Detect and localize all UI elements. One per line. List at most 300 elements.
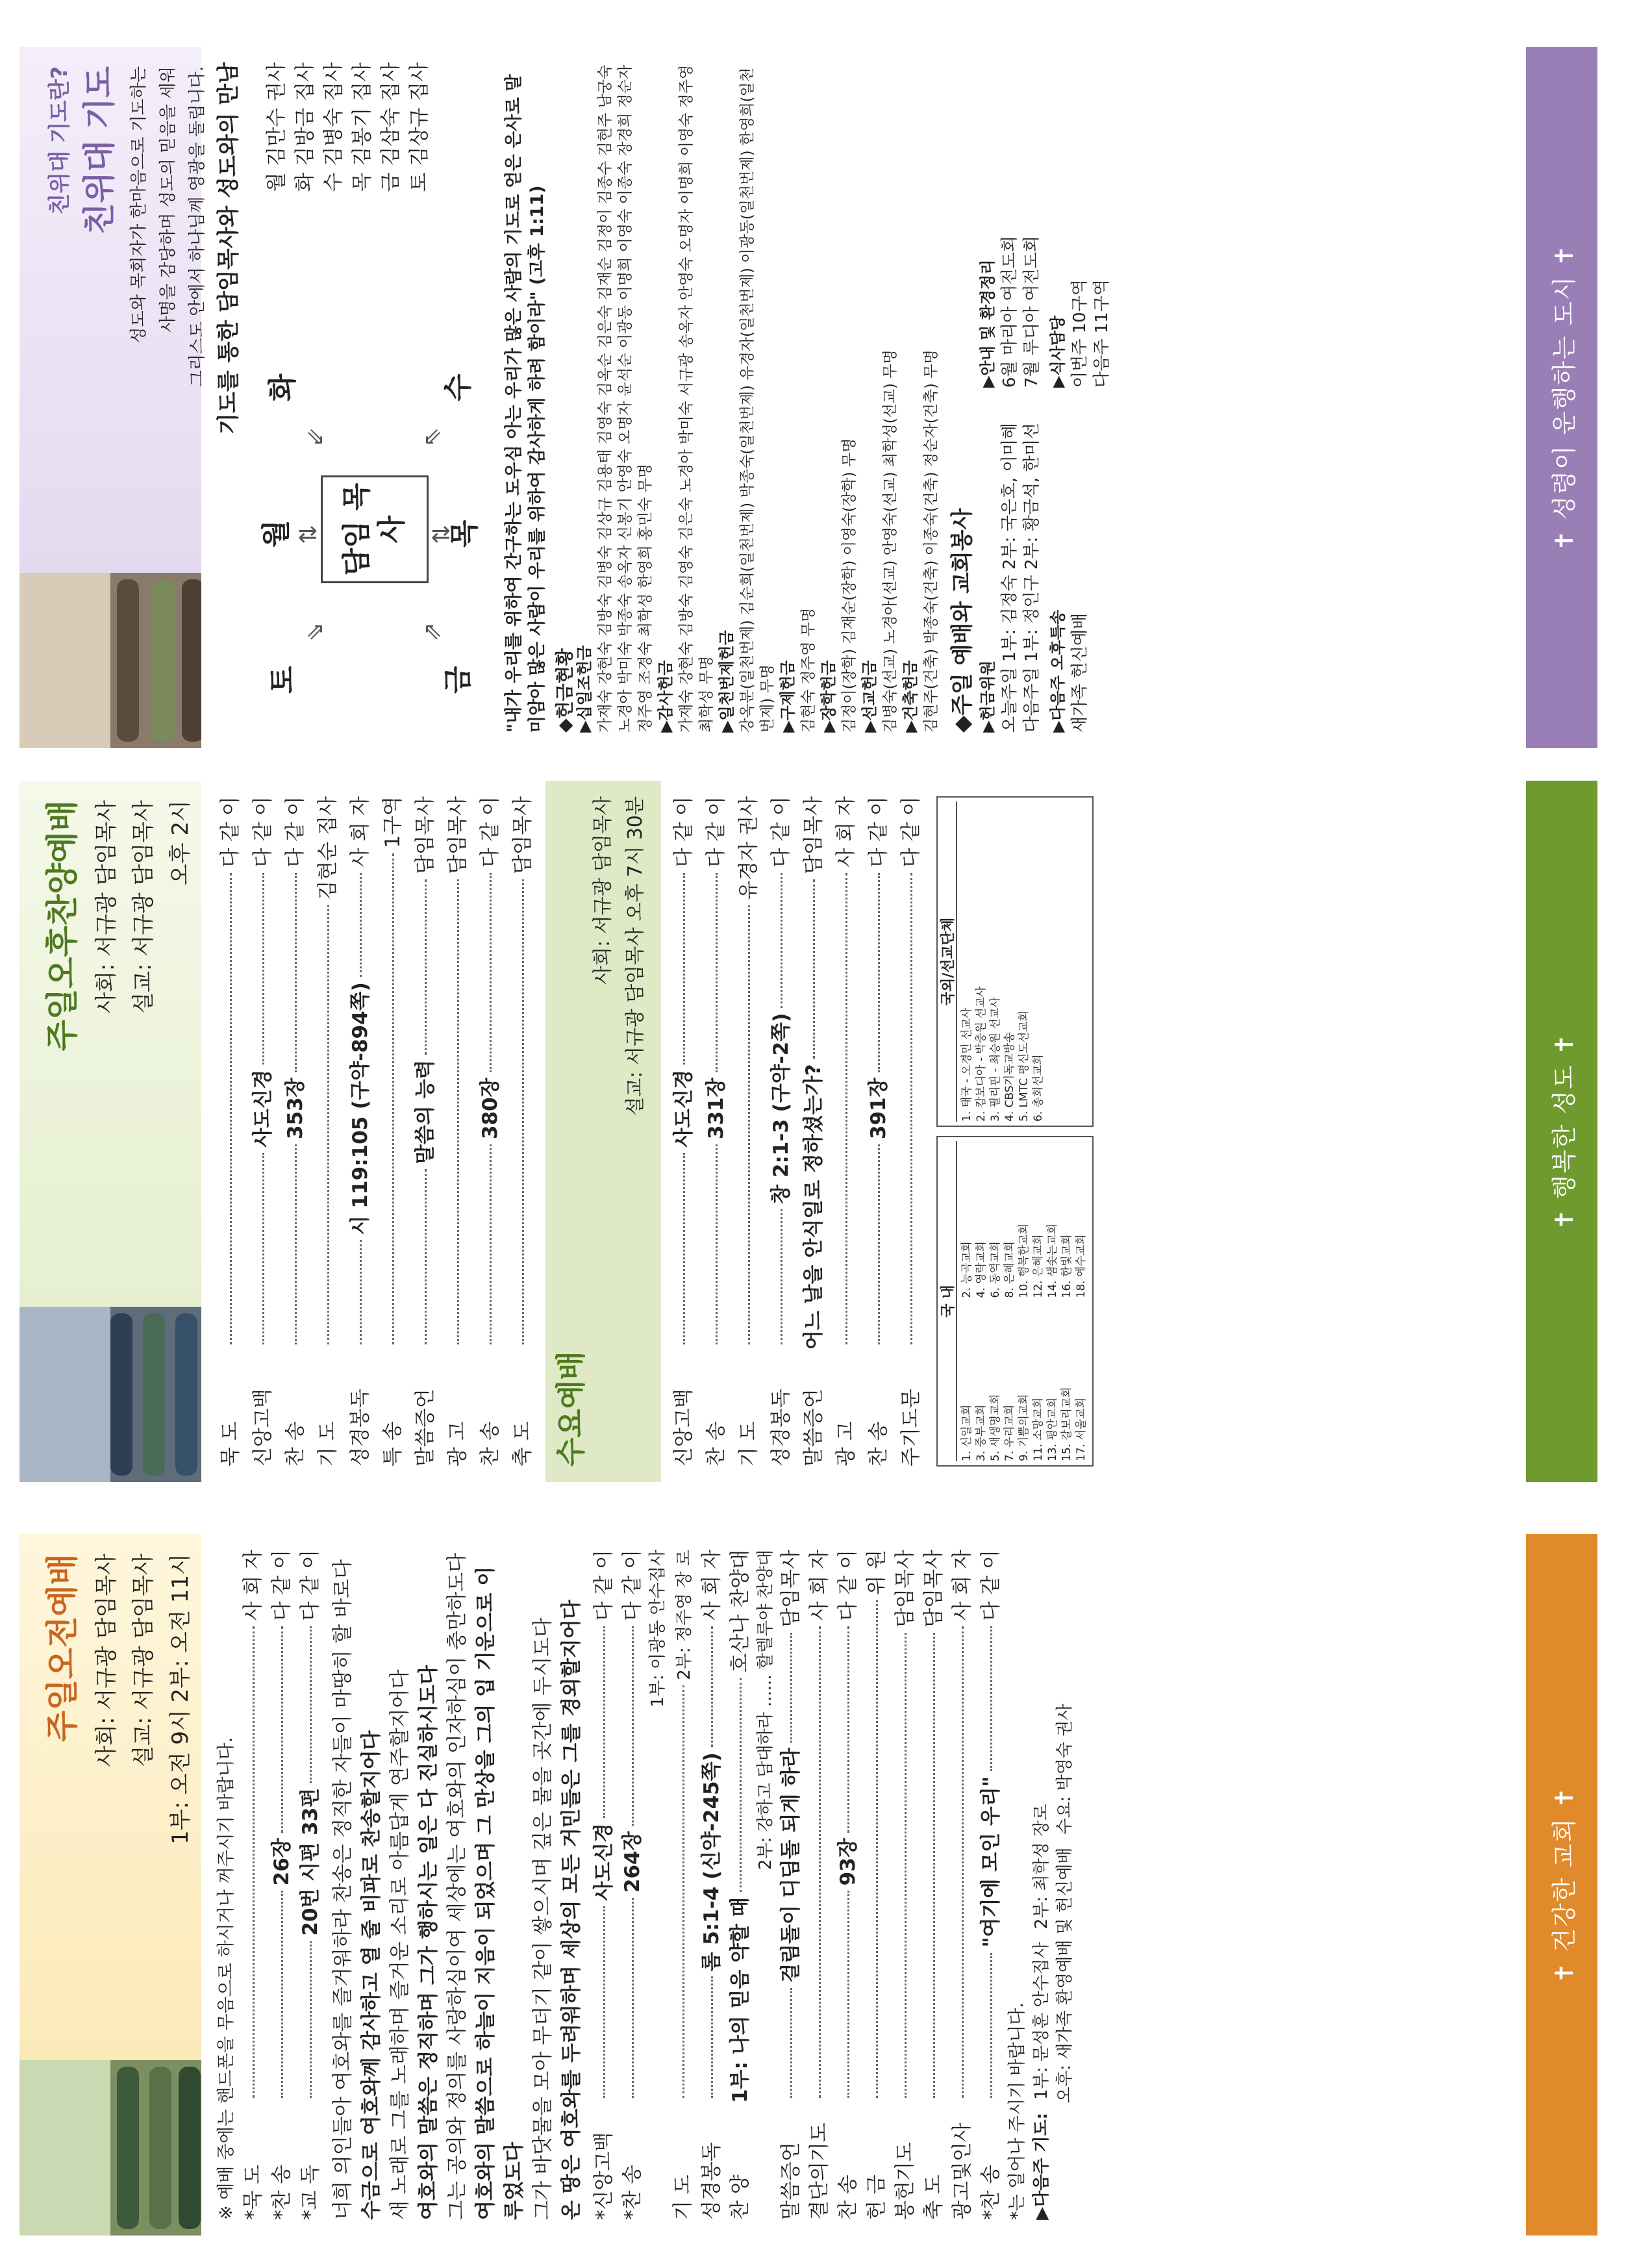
order-item: [442, 796, 474, 1467]
roster-name: 김병숙 집사: [322, 62, 345, 166]
order-leader: 다 같 이: [592, 1550, 616, 1621]
order-label: 봉헌기도: [894, 2142, 917, 2220]
roster-day: 토: [408, 172, 431, 192]
order-item: [344, 796, 377, 1467]
leader-dots: [877, 873, 880, 1073]
leader-dots: [294, 873, 297, 1073]
panel-footer: ✝ 성령이 운행하는 도시 ✝: [1526, 47, 1597, 748]
day-tue: 화: [266, 373, 299, 401]
arrow-icon: ⇅: [429, 524, 455, 544]
prayer-leader: 1부: 이광동 안수집사: [648, 1550, 668, 1707]
order-of-worship: [214, 1550, 1077, 2220]
leader-dots: [359, 873, 362, 977]
leader-dots: [603, 1906, 605, 2098]
order-label: 찬 송: [705, 1421, 728, 1467]
order-leader: 사 회 자: [700, 1550, 723, 1621]
leader-dots: [252, 1626, 255, 2098]
order-label: 광고및인사: [951, 2123, 974, 2220]
mission-item: 3. 중부교회: [975, 1404, 988, 1461]
order-content: 롬 5:1-4 (신약-245쪽): [700, 1752, 723, 1972]
offering-names: 강옥분(일천번제) 김순희(일천번제) 박종숙(일천번제) 유경자(일천번제) 이광동(일천번제) 한영희(일천번제) 무명: [739, 68, 776, 733]
order-item: [977, 1550, 1005, 2220]
next-prayer-item: 오후: 새가족 환영예배 및 헌신예배: [1055, 1847, 1075, 2103]
panel-afternoon-service: [19, 781, 1597, 1482]
mission-item: 6. 동역교회: [989, 1241, 1002, 1298]
order-item: [805, 1550, 834, 2220]
order-item: [797, 796, 830, 1467]
leader-dots: [990, 1953, 992, 2098]
mission-foreign-title: 국외/선교단체: [942, 801, 957, 1122]
leader-dots: [309, 1626, 312, 1783]
leader-dots: [790, 1988, 792, 2098]
order-content: 380장: [479, 1077, 502, 1140]
pastor-diagram: [256, 330, 490, 733]
order-label: 성경봉독: [700, 2142, 723, 2220]
psalm-line: 그가 바닷물을 모아 무더기 같이 쌓으시며 깊은 물을 곳간에 두시도다: [531, 1617, 555, 2220]
order-label: 광 고: [446, 1421, 469, 1467]
order-label: 찬 양: [729, 2174, 752, 2220]
roster-name: 김만수 권사: [265, 62, 288, 166]
day-mon: 월: [260, 520, 293, 548]
offering-title: ◆헌금현황: [554, 648, 575, 733]
order-leader: 호산나 찬양대: [729, 1550, 752, 1673]
leader-dots: [812, 879, 815, 1059]
leader-dots: [521, 879, 524, 1344]
roster-row: [377, 62, 405, 192]
leader-dots: [682, 1685, 684, 2098]
duty-row: 새가족 헌신예배: [1070, 612, 1090, 733]
mission-foreign: [936, 796, 1094, 1127]
order-content: 말씀의 능력: [414, 1059, 437, 1165]
wednesday-service-header: [545, 781, 661, 1482]
offering-category: ▶선교헌금: [860, 660, 879, 733]
leader-dots: [489, 1144, 492, 1344]
panel-morning-service: [19, 1534, 1597, 2236]
offering-category: ▶건축헌금: [901, 660, 920, 733]
order-leader: 담임목사: [779, 1550, 803, 1628]
header-line: 사회: 서규광 담임목사: [94, 1554, 119, 1767]
panel-guard-prayer: [19, 47, 1597, 748]
order-content: 331장: [705, 1077, 728, 1140]
order-item: [777, 1550, 805, 2220]
order-content: 어느 날을 안식일로 정하셨는가?: [802, 1064, 825, 1350]
offering-group: [575, 62, 656, 733]
order-leader: 다 같 이: [621, 1549, 644, 1621]
duty-row: 오늘주일 1부: 김정숙 2부: 국은호, 이미혜: [1000, 423, 1020, 733]
leader-dots: [847, 1891, 849, 2098]
duty-category: ▶헌금위원: [979, 660, 997, 733]
order-label: 광 고: [834, 1421, 858, 1467]
duty-row: 7월 루디아 여전도회: [1022, 236, 1042, 388]
roster-name: 김봉기 집사: [351, 62, 374, 166]
order-label: 찬 송: [479, 1421, 502, 1467]
psalm-reading: [329, 1550, 586, 2220]
order-label: 성경봉독: [349, 1389, 372, 1467]
mission-item: 8. 은혜교회: [1003, 1241, 1016, 1298]
offering-names: 김현숙 정주영 무명: [800, 607, 817, 733]
order-item: [669, 1550, 697, 2220]
order-content: 93장: [836, 1838, 860, 1886]
mission-item: 16. 한빛교회: [1060, 1234, 1073, 1298]
afternoon-service-header: [19, 781, 201, 1307]
order-item: [214, 796, 247, 1467]
order-item: [895, 796, 927, 1467]
offering-names: 김병숙(선교) 노경아(선교) 안영숙(선교) 최학성(선교) 무명: [882, 349, 899, 733]
duty-group: [977, 407, 1043, 733]
order-leader: 사 회 자: [349, 796, 372, 868]
offering-report: [555, 62, 942, 733]
order-item: [862, 796, 895, 1467]
duty-group: [1047, 407, 1113, 733]
order-leader: 김현순 집사: [316, 796, 340, 900]
offering-names: 가재숙 강현숙 김방숙 김영숙 김은숙 노경아 박미숙 서규광 송옥자 안영숙 오명자 이명희 이영숙 정주영 최학성 무명: [678, 64, 715, 733]
offering-group: [860, 62, 901, 733]
header-line: 사회: 서규광 담임목사: [94, 800, 119, 1014]
order-item: [507, 796, 539, 1467]
order-item: [726, 1550, 755, 2220]
order-item: [668, 796, 700, 1467]
roster-day: 금: [379, 172, 403, 192]
duty-group: [1047, 62, 1113, 388]
mission-table: [936, 796, 1094, 1467]
leader-dots: [710, 1976, 713, 2098]
mission-item: 4. 영락교회: [975, 1241, 988, 1298]
order-item: [377, 796, 409, 1467]
duty-row: 이번주 10구역: [1070, 279, 1090, 388]
offering-category: ▶장학헌금: [820, 660, 838, 733]
order-leader: 담임목사: [894, 1550, 917, 1628]
leader-dots: [845, 873, 847, 1344]
order-content: 26장: [270, 1838, 294, 1886]
order-content: 20번 시편 33편: [299, 1787, 322, 1936]
day-fri: 금: [442, 666, 475, 694]
order-label: 성경봉독: [770, 1389, 793, 1467]
order-leader: 다 같 이: [299, 1549, 322, 1621]
next-prayer-item: 2부: 최학성 장로: [1032, 1804, 1051, 1930]
order-leader: 다 같 이: [836, 1549, 860, 1621]
order-label: *찬 송: [270, 2164, 294, 2220]
order-label: 신앙고백: [672, 1389, 695, 1467]
offering-category: ▶구제헌금: [779, 660, 797, 733]
order-label: 말씀증언: [414, 1389, 437, 1467]
stand-notice: *는 일어나 주시기 바랍니다.: [1007, 2002, 1027, 2220]
mission-item: 17. 서울교회: [1075, 1397, 1088, 1461]
order-item: [948, 1550, 977, 2220]
service-duty-title: ◆주일 예배와 교회봉사: [949, 508, 975, 733]
order-leader: 다 같 이: [251, 796, 275, 868]
order-label: *묵 도: [242, 2164, 265, 2220]
leader-dots: [424, 1169, 427, 1344]
leader-dots: [603, 1626, 605, 1818]
order-content: 353장: [284, 1077, 307, 1140]
roster-row: [291, 62, 319, 192]
roster-name: 김방금 집사: [294, 62, 317, 166]
order-item: [700, 796, 732, 1467]
leader-dots: [780, 873, 782, 1008]
leader-dots: [281, 1626, 283, 1833]
roster-day: 월: [265, 172, 288, 192]
order-item: [732, 796, 765, 1467]
leader-dots: [294, 1144, 297, 1344]
guard-prayer-subtitle: 기도를 통한 담임목사와 성도와의 만남: [216, 62, 242, 435]
service-duty-grid: [977, 62, 1113, 733]
leader-dots: [904, 1633, 907, 2098]
leader-dots: [262, 1153, 264, 1344]
order-content: 걸림돌이 디딤돌 되게 하라: [779, 1748, 803, 1983]
order-item: [920, 1550, 948, 2220]
prayer-leader: 2부: 정주영 장 로: [675, 1550, 694, 1680]
order-item: [765, 796, 797, 1467]
order-content: 391장: [867, 1077, 890, 1140]
leader-dots: [875, 1600, 878, 2098]
leader-dots: [359, 1240, 362, 1344]
mission-item: 18. 예수교회: [1075, 1234, 1088, 1298]
arrow-icon: ⇙: [302, 427, 329, 447]
offering-category: ▶일천번제헌금: [718, 630, 736, 733]
duty-category: ▶다음주 오후특송: [1049, 609, 1067, 733]
offering-category: ▶감사헌금: [657, 660, 675, 733]
psalm-line: 여호와의 말씀으로 하늘이 지음이 되었으며 그 만상을 그의 입 기운으로 이루었도다: [474, 1566, 526, 2220]
order-label: 찬 송: [867, 1421, 890, 1467]
leader-dots: [682, 873, 685, 1065]
leader-dots: [281, 1891, 283, 2098]
guard-prayer-title: 친위대 기도: [81, 66, 118, 234]
order-item: [409, 796, 442, 1467]
mission-item: 2. 능곡교회: [960, 1241, 973, 1298]
mission-item: 4. CBS기독교방송: [1003, 1032, 1016, 1122]
order-item: [618, 1550, 647, 2220]
header-line: 성도와 목회자가 한마음으로 기도하는: [129, 66, 149, 344]
mission-item: 5. 새생명교회: [989, 1394, 1002, 1461]
roster-row: [319, 62, 348, 192]
morning-service-header: [19, 1534, 201, 2060]
next-prayer-item: 수요: 박영숙 권사: [1055, 1704, 1075, 1835]
order-item: [296, 1550, 325, 2220]
morning-service-title: 주일오전예배: [44, 1554, 81, 1742]
order-leader: 다 같 이: [270, 1549, 294, 1621]
next-prayer-item: 1부: 문성훈 안수집사: [1032, 1942, 1051, 2100]
mission-domestic-title: 국 내: [942, 1141, 957, 1461]
order-leader: 다 같 이: [284, 796, 307, 868]
order-leader: 담임목사: [802, 796, 825, 874]
order-content: 사도신경: [251, 1069, 275, 1148]
duty-category: ▶식사담당: [1049, 315, 1067, 388]
pastor-box: 담임 목사: [321, 475, 429, 583]
choir-line: 2부: 강하고 담대하라 ...... 할렐루야 찬양대: [756, 1550, 775, 1870]
duty-row: 다음주 11구역: [1092, 279, 1112, 388]
fellowship-photo: [19, 573, 201, 748]
leader-dots: [990, 1626, 992, 1771]
order-leader: 위 원: [865, 1550, 888, 1595]
order-label: 찬 송: [284, 1421, 307, 1467]
order-item: [891, 1550, 920, 2220]
leader-dots: [739, 1678, 742, 1893]
mission-item: 3. 필리핀 - 최승원 선교사: [989, 997, 1002, 1122]
order-leader: 다 같 이: [219, 796, 242, 868]
order-content: "여기에 모인 우리": [979, 1776, 1003, 1948]
order-content: 1부: 나의 믿음 약할 때: [729, 1897, 752, 2103]
order-leader: 다 같 이: [479, 796, 502, 868]
order-leader: 담임목사: [922, 1550, 945, 1628]
mission-item: 13. 평안교회: [1046, 1397, 1059, 1461]
header-line: 설교: 서규광 담임목사 오후 7시 30분: [624, 796, 647, 1116]
wednesday-service-title: 수요예배: [553, 1351, 588, 1467]
psalm-line: 여호와의 말씀은 정직하며 그가 행하시는 일은 다 진실하시도다: [417, 1665, 440, 2220]
order-label: 신앙고백: [251, 1389, 275, 1467]
duty-group: [977, 62, 1043, 388]
order-item: [830, 796, 862, 1467]
order-leader: 담임목사: [446, 796, 469, 874]
guard-prayer-body: [214, 62, 1113, 733]
order-label: 결단의기도: [808, 2123, 831, 2220]
order-label: 축 도: [511, 1421, 534, 1467]
order-leader: 사 회 자: [242, 1550, 265, 1621]
order-label: 헌 금: [865, 2174, 888, 2220]
leader-dots: [229, 873, 232, 1344]
order-label: *찬 송: [979, 2164, 1003, 2220]
panel-footer: ✝ 건강한 교회 ✝: [1526, 1534, 1597, 2236]
leader-dots: [932, 1633, 935, 2098]
mission-domestic: [936, 1136, 1094, 1467]
offering-group: [901, 62, 942, 733]
roster-name: 김삼숙 집사: [379, 62, 403, 166]
leader-dots: [747, 905, 750, 1344]
order-leader: 다 같 이: [867, 796, 890, 868]
leader-dots: [682, 1153, 685, 1344]
order-item: [474, 796, 507, 1467]
order-leader: 사 회 자: [834, 796, 858, 868]
order-label: 찬 송: [836, 2174, 860, 2220]
order-item: [862, 1550, 891, 2220]
header-line: 그리스도 안에서 하나님께 영광을 돌립니다.: [188, 66, 207, 387]
worship-photo: [19, 2060, 201, 2236]
offering-group: [819, 62, 860, 733]
order-leader: 다 같 이: [899, 796, 923, 868]
order-leader: 다 같 이: [770, 796, 793, 868]
order-item: [834, 1550, 862, 2220]
order-content: 264장: [621, 1831, 644, 1893]
leader-dots: [489, 873, 492, 1073]
phone-notice: ※ 예배 중에는 핸드폰을 무음으로 하시거나 꺼주시기 바랍니다.: [216, 1737, 236, 2220]
order-label: *신앙고백: [592, 2132, 616, 2220]
mission-item: 11. 소망교회: [1032, 1397, 1045, 1461]
day-thu: 목: [448, 520, 481, 548]
order-leader: 다 같 이: [672, 796, 695, 868]
leader-dots: [327, 905, 329, 1344]
next-prayer-label: ▶다음주 기도:: [1032, 2112, 1051, 2220]
mission-item: 9. 기쁨의교회: [1018, 1394, 1031, 1461]
order-label: 특 송: [381, 1421, 405, 1467]
order-leader: 다 같 이: [705, 796, 728, 868]
offering-group: [778, 62, 819, 733]
order-item: [697, 1550, 726, 2220]
order-label: 말씀증언: [802, 1389, 825, 1467]
order-label: 주기도문: [899, 1389, 923, 1467]
guard-prayer-what: 친위대 기도란?: [47, 66, 73, 215]
order-item: [590, 1550, 618, 2220]
roster-day: 화: [294, 172, 317, 192]
mission-item: 10. 행복한교회: [1018, 1223, 1031, 1298]
leader-dots: [631, 1898, 634, 2098]
header-line: 설교: 서규광 담임목사: [131, 800, 156, 1014]
leader-dots: [780, 1209, 782, 1344]
next-week-prayer: [1053, 1550, 1077, 2220]
choir-photo: [19, 1307, 201, 1482]
offering-names: 김정이(장학) 김재순(장학) 이영숙(장학) 무명: [841, 438, 858, 733]
order-leader: 1구역: [381, 796, 405, 848]
mission-item: 15. 갈보리교회: [1060, 1387, 1073, 1461]
psalm-line: 수금으로 여호와께 감사하고 열 줄 비파로 찬송할지어다: [360, 1730, 383, 2220]
panel-footer: ✝ 행복한 성도 ✝: [1526, 781, 1597, 1482]
order-item: [279, 796, 312, 1467]
header-line: 설교: 서규광 담임목사: [131, 1554, 156, 1767]
psalm-line: 너희 의인들아 여호와를 즐거워하라 찬송은 정직한 자들이 마땅히 할 바로다: [331, 1559, 355, 2220]
order-content: 창 2:1-3 (구약-2쪽): [770, 1013, 793, 1204]
leader-dots: [877, 1144, 880, 1344]
afternoon-order: [214, 796, 1094, 1467]
order-label: 기 도: [737, 1421, 760, 1467]
order-label: *찬 송: [621, 2164, 644, 2220]
mission-item: 6. 총회선교회: [1032, 1054, 1045, 1122]
mission-item: 14. 샘솟는교회: [1046, 1223, 1059, 1298]
order-leader: 다 같 이: [979, 1550, 1003, 1621]
offering-names: 가재숙 강현숙 김방숙 김병숙 김상규 김용태 김영숙 김옥순 김은숙 김재순 김정이 김종수 김현주 남궁숙 노경아 박미숙 박종숙 송옥자 신봉기 안영숙 오명자 윤석순 이광동 이명희 이영숙 이종숙 장경희 정순자 정주영 조경숙 최학성 한영희 홍민숙 무명: [597, 64, 654, 733]
offering-group: [717, 62, 778, 733]
order-item: [268, 1550, 296, 2220]
mission-item: 1. 태국 - 오경민 선교사: [960, 1007, 973, 1122]
roster-name: 김상규 집사: [408, 62, 431, 166]
leader-dots: [910, 873, 912, 1344]
leader-dots: [715, 873, 718, 1073]
header-line: 사회: 서규광 담임목사: [592, 796, 614, 985]
leader-dots: [309, 1941, 312, 2098]
order-leader: 담임목사: [511, 796, 534, 874]
order-label: *교 독: [299, 2164, 322, 2220]
psalm-line: 그는 공의와 정의를 사랑하심이여 세상에는 여호와의 인자하심이 충만하도다: [445, 1552, 469, 2220]
day-sat: 토: [266, 666, 299, 694]
order-label: 축 도: [922, 2174, 945, 2220]
leader-dots: [424, 879, 427, 1055]
arrow-icon: ⇘: [302, 622, 329, 642]
arrow-icon: ⇅: [295, 524, 322, 544]
mission-item: 2. 캄보디아 - 박충원 선교사: [975, 986, 988, 1122]
roster-row: [348, 62, 377, 192]
arrow-icon: ⇗: [419, 622, 445, 642]
prayer-roster: [262, 62, 503, 192]
header-line: 오후 2시: [168, 800, 194, 885]
scripture-verse: "내가 우리를 위하여 간구하는 도우심 아는 우리가 많은 사람의 기도로 얻은 은사로 말미암아 많은 사람이 우리를 위하여 감사하게 하려 함이라" (고후 1:11): [504, 74, 547, 733]
order-label: 묵 도: [219, 1421, 242, 1467]
offering-names: 김현주(건축) 박종숙(건축) 이종숙(건축) 정순자(건축) 무명: [923, 349, 940, 733]
leader-dots: [847, 1626, 849, 1833]
roster-day: 수: [322, 172, 345, 192]
leader-dots: [392, 853, 394, 1344]
roster-day: 목: [351, 172, 374, 192]
psalm-line: 새 노래로 그를 노래하며 즐거운 소리로 아름답게 연주할지어다: [388, 1669, 412, 2220]
psalm-line: 온 땅은 여호와를 두려워하며 세상의 모든 거민들은 그를 경외할지어다: [560, 1600, 583, 2220]
next-week-prayer: [1030, 1550, 1053, 2220]
offering-category: ▶십일조헌금: [575, 645, 594, 733]
header-line: 1부: 오전 9시 2부: 오전 11시: [168, 1554, 194, 1845]
order-content: 사도신경: [592, 1822, 616, 1901]
arrow-icon: ⇖: [419, 427, 445, 447]
header-line: 사명을 감당하며 성도의 믿음을 세워: [158, 66, 178, 333]
order-label: 기 도: [316, 1421, 340, 1467]
order-item: [247, 796, 279, 1467]
mission-item: 5. LMTC 평신도선교회: [1018, 1011, 1031, 1122]
mission-item: 1. 신일교회: [960, 1404, 973, 1461]
leader-dots: [715, 1144, 718, 1344]
